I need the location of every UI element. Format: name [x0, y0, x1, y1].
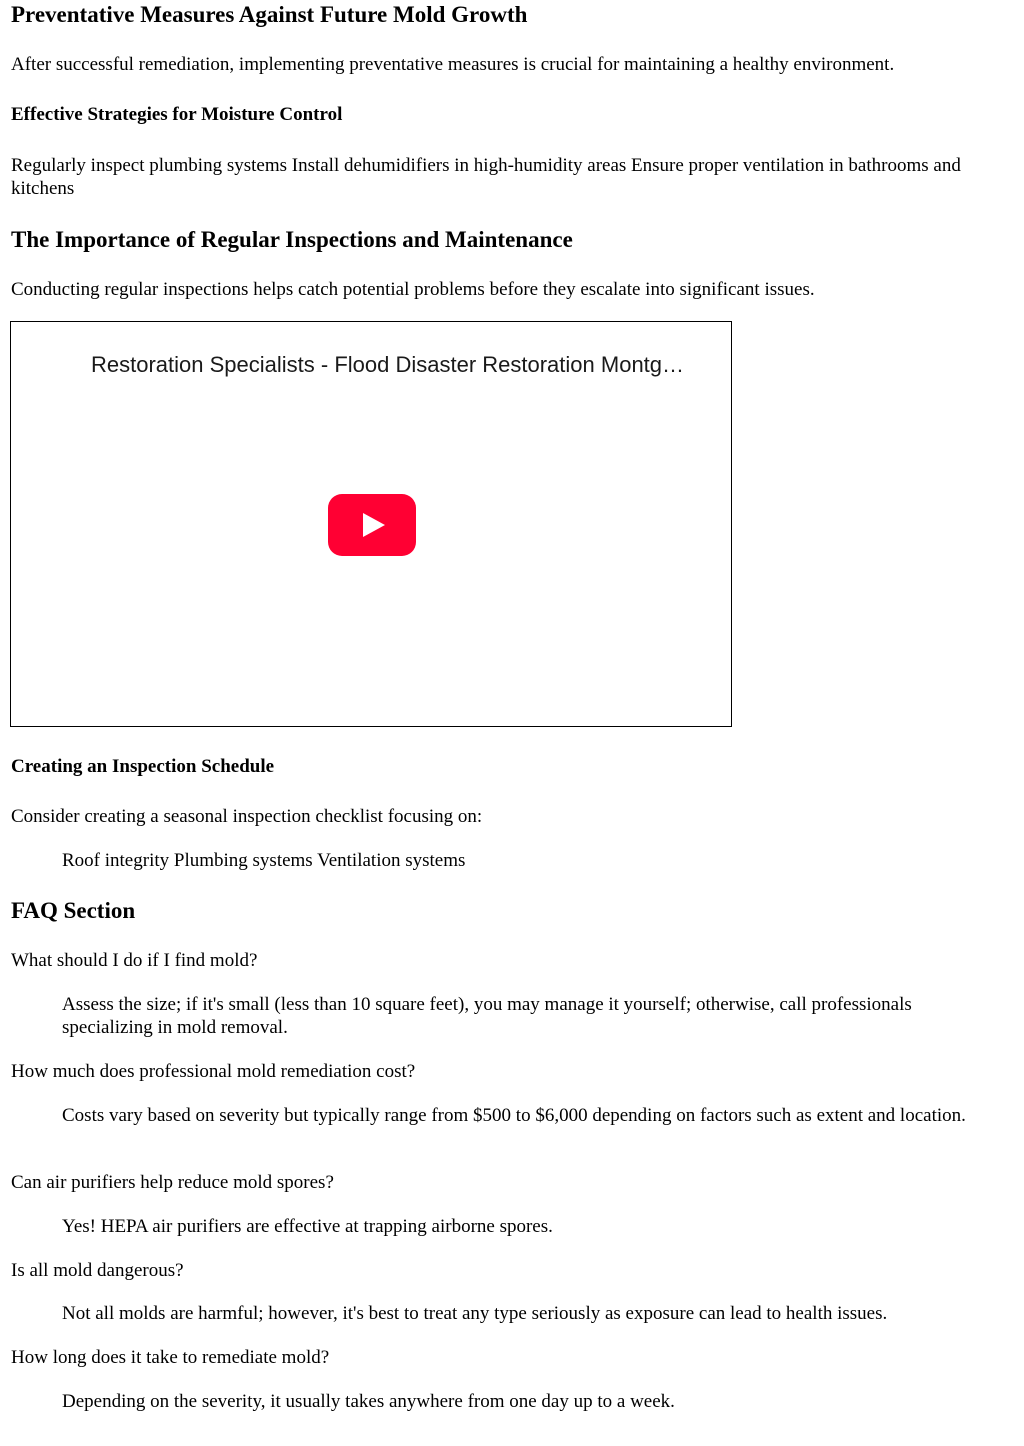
faq-question: How much does professional mold remediation cost?	[11, 1061, 416, 1082]
faq-question: How long does it take to remediate mold?	[11, 1347, 330, 1368]
section-intro-inspections: Conducting regular inspections helps catch potential problems before they escalate into significant issues.	[11, 279, 815, 300]
video-title[interactable]: Restoration Specialists - Flood Disaster Restoration Montg…	[91, 352, 685, 377]
section-heading-preventative: Preventative Measures Against Future Mold Growth	[11, 2, 528, 27]
faq-answer: Assess the size; if it's small (less than 10 square feet), you may manage it yourself; otherwise, call professionals specializing in mold removal.	[62, 994, 912, 1038]
faq-answer: Yes! HEPA air purifiers are effective at trapping airborne spores.	[62, 1216, 553, 1237]
section-heading-inspections: The Importance of Regular Inspections and Maintenance	[11, 227, 573, 252]
faq-answer: Costs vary based on severity but typically range from $500 to $6,000 depending on factors such as extent and location.	[62, 1105, 966, 1126]
subheading-inspection-schedule: Creating an Inspection Schedule	[11, 756, 275, 777]
subheading-moisture-control: Effective Strategies for Moisture Control	[11, 104, 343, 125]
faq-heading: FAQ Section	[11, 898, 136, 923]
checklist-intro: Consider creating a seasonal inspection checklist focusing on:	[11, 806, 483, 827]
faq-question: Is all mold dangerous?	[11, 1260, 184, 1281]
checklist-items: Roof integrity Plumbing systems Ventilation systems	[62, 850, 466, 871]
faq-question: Can air purifiers help reduce mold spores?	[11, 1172, 334, 1193]
faq-answer: Depending on the severity, it usually takes anywhere from one day up to a week.	[62, 1391, 675, 1412]
play-icon[interactable]	[328, 494, 416, 556]
embedded-video[interactable]	[10, 321, 732, 727]
moisture-strategies-text: Regularly inspect plumbing systems Install dehumidifiers in high-humidity areas Ensure proper ventilation in bathrooms and kitchens	[11, 155, 961, 199]
faq-question: What should I do if I find mold?	[11, 950, 258, 971]
section-intro-preventative: After successful remediation, implementing preventative measures is crucial for maintaining a healthy environment.	[11, 54, 895, 75]
faq-answer: Not all molds are harmful; however, it's best to treat any type seriously as exposure can lead to health issues.	[62, 1303, 888, 1324]
